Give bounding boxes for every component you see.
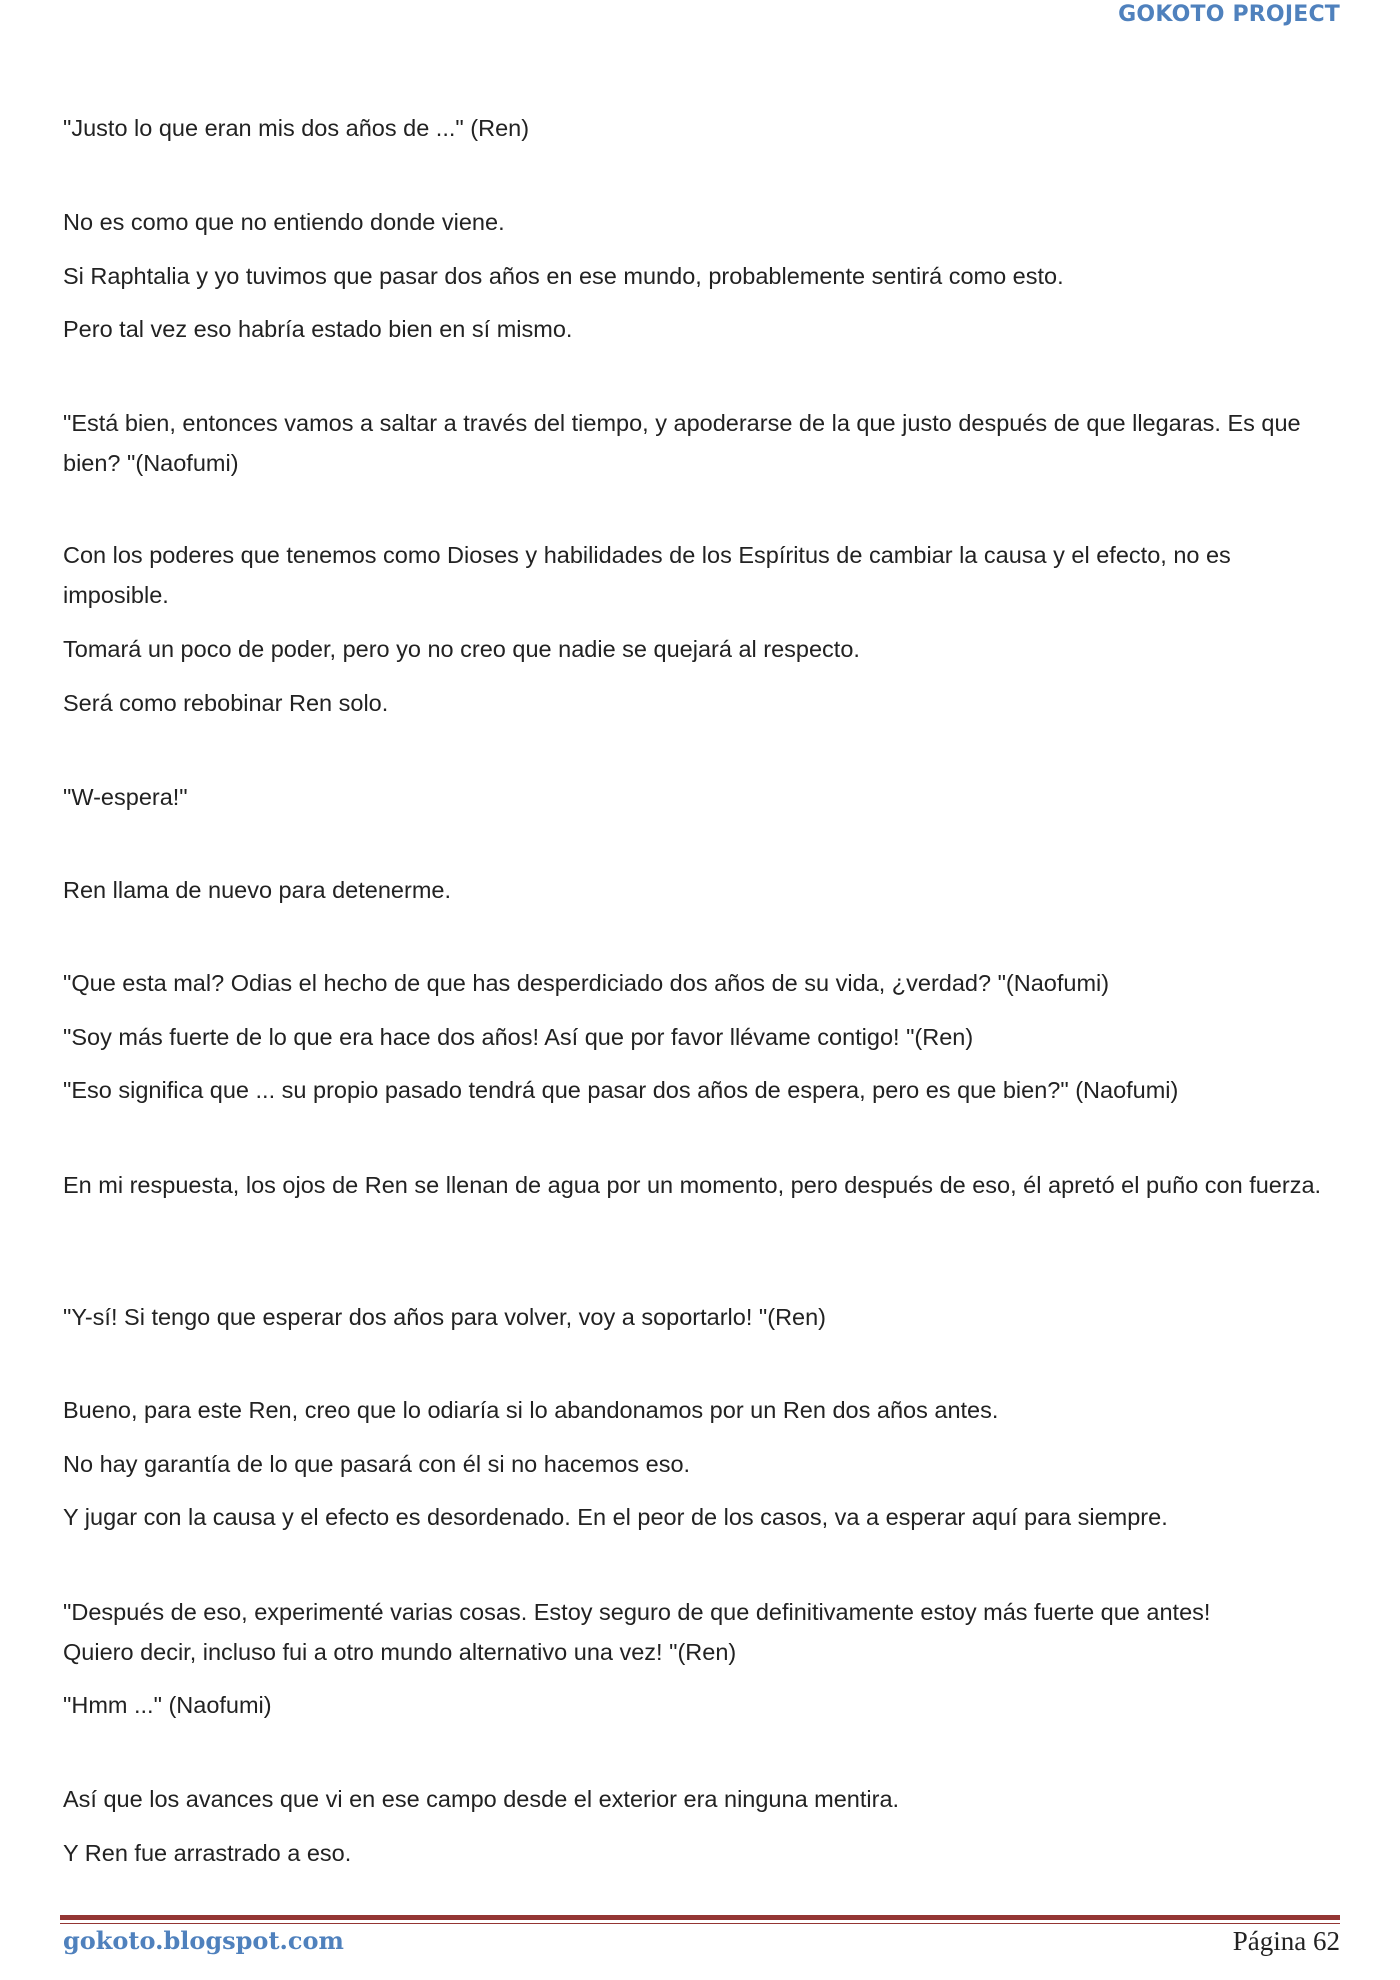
paragraph: Pero tal vez eso habría estado bien en sí mismo. [63, 316, 573, 342]
paragraph: Y jugar con la causa y el efecto es desordenado. En el peor de los casos, va a esperar aquí para siempre. [63, 1504, 1168, 1530]
paragraph: "W-espera!" [63, 784, 188, 810]
footer-divider [60, 1915, 1340, 1920]
paragraph: "Después de eso, experimenté varias cosas. Estoy seguro de que definitivamente estoy más fuerte que antes! Quiero decir, incluso fui a otro mundo alternativo una vez! "(Ren) [63, 1599, 1211, 1665]
paragraph: No hay garantía de lo que pasará con él si no hacemos eso. [63, 1451, 691, 1477]
header-title: GOKOTO PROJECT [1118, 2, 1340, 27]
paragraph: "Está bien, entonces vamos a saltar a través del tiempo, y apoderarse de la que justo después de que llegaras. Es que bien? "(Naofumi) [63, 410, 1301, 476]
footer-blog-link[interactable]: gokoto.blogspot.com [63, 1926, 344, 1955]
paragraph: "Y-sí! Si tengo que esperar dos años para volver, voy a soportarlo! "(Ren) [63, 1304, 827, 1330]
paragraph: "Hmm ..." (Naofumi) [63, 1692, 272, 1718]
paragraph: "Eso significa que ... su propio pasado tendrá que pasar dos años de espera, pero es que bien?" (Naofumi) [63, 1077, 1179, 1103]
paragraph: No es como que no entiendo donde viene. [63, 209, 505, 235]
page-number: Página 62 [1232, 1926, 1340, 1956]
paragraph: Con los poderes que tenemos como Dioses y habilidades de los Espíritus de cambiar la causa y el efecto, no es imposible. [63, 542, 1231, 608]
paragraph: "Soy más fuerte de lo que era hace dos años! Así que por favor llévame contigo! "(Ren) [63, 1024, 974, 1050]
paragraph: "Justo lo que eran mis dos años de ..." (Ren) [63, 115, 530, 141]
paragraph: Tomará un poco de poder, pero yo no creo que nadie se quejará al respecto. [63, 636, 860, 662]
paragraph: "Que esta mal? Odias el hecho de que has desperdiciado dos años de su vida, ¿verdad? "(Naofumi) [63, 970, 1110, 996]
paragraph: Así que los avances que vi en ese campo desde el exterior era ninguna mentira. [63, 1786, 900, 1812]
paragraph: Bueno, para este Ren, creo que lo odiaría si lo abandonamos por un Ren dos años antes. [63, 1397, 999, 1423]
paragraph: Si Raphtalia y yo tuvimos que pasar dos años en ese mundo, probablemente sentirá como esto. [63, 263, 1064, 289]
footer-divider-thin [60, 1923, 1340, 1924]
paragraph: Ren llama de nuevo para detenerme. [63, 877, 451, 903]
paragraph: Será como rebobinar Ren solo. [63, 690, 389, 716]
paragraph: Y Ren fue arrastrado a eso. [63, 1840, 352, 1866]
paragraph: En mi respuesta, los ojos de Ren se llenan de agua por un momento, pero después de eso, él apretó el puño con fuerza. [63, 1172, 1322, 1198]
